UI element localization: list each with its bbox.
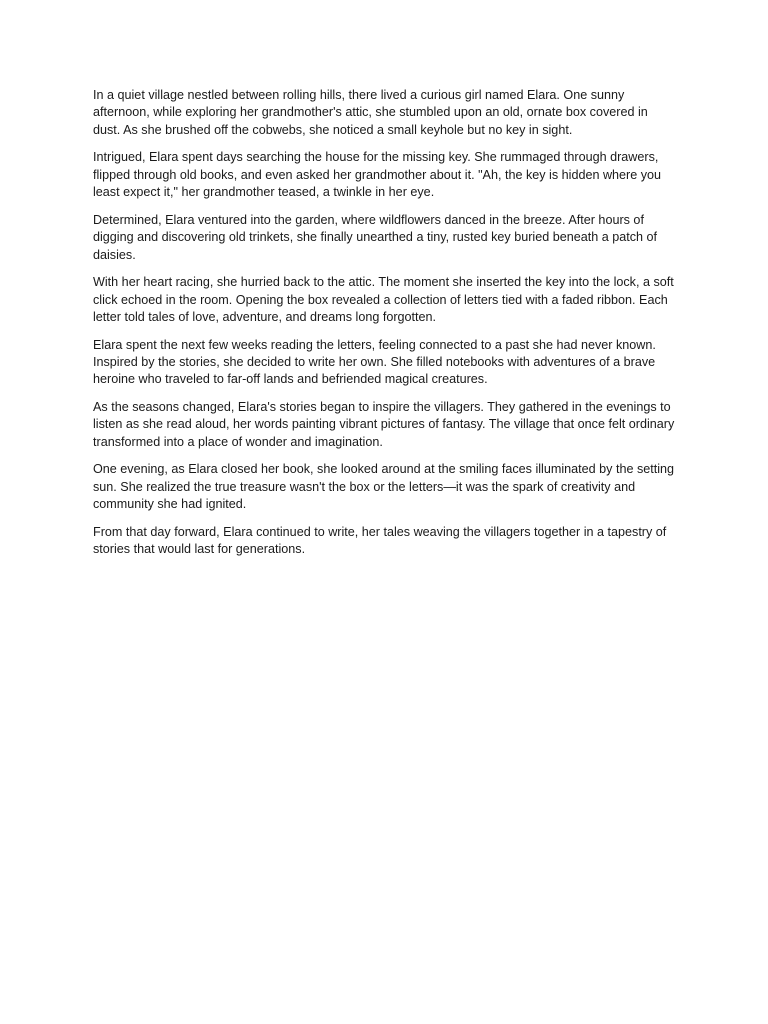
paragraph: Determined, Elara ventured into the garden, where wildflowers danced in the breeze. After hours of digging and discovering old trinkets, she finally unearthed a tiny, rusted key buried beneath a patch of daisies.: [93, 212, 658, 262]
document-body: [93, 87, 675, 569]
paragraph: From that day forward, Elara continued to write, her tales weaving the villagers together in a tapestry of stories that would last for generations.: [93, 524, 667, 557]
paragraph: One evening, as Elara closed her book, she looked around at the smiling faces illuminated by the setting sun. She realized the true treasure wasn't the box or the letters—it was the spark of creativity and community she had ignited.: [93, 462, 675, 512]
paragraph: With her heart racing, she hurried back to the attic. The moment she inserted the key into the lock, a soft click echoed in the room. Opening the box revealed a collection of letters tied with a faded ribbon. Each letter told tales of love, adventure, and dreams long forgotten.: [93, 275, 674, 325]
paragraph: Intrigued, Elara spent days searching the house for the missing key. She rummaged through drawers, flipped through old books, and even asked her grandmother about it. "Ah, the key is hidden where you least expect it," her grandmother teased, a twinkle in her eye.: [93, 150, 662, 200]
paragraph: In a quiet village nestled between rolling hills, there lived a curious girl named Elara. One sunny afternoon, while exploring her grandmother's attic, she stumbled upon an old, ornate box covered in dust. As she brushed off the cobwebs, she noticed a small keyhole but no key in sight.: [93, 88, 648, 137]
paragraph: Elara spent the next few weeks reading the letters, feeling connected to a past she had never known. Inspired by the stories, she decided to write her own. She filled notebooks with adventures of a brave heroine who traveled to far-off lands and befriended magical creatures.: [93, 337, 656, 387]
paragraph: As the seasons changed, Elara's stories began to inspire the villagers. They gathered in the evenings to listen as she read aloud, her words painting vibrant pictures of fantasy. The village that once felt ordinary transformed into a place of wonder and imagination.: [93, 400, 675, 449]
